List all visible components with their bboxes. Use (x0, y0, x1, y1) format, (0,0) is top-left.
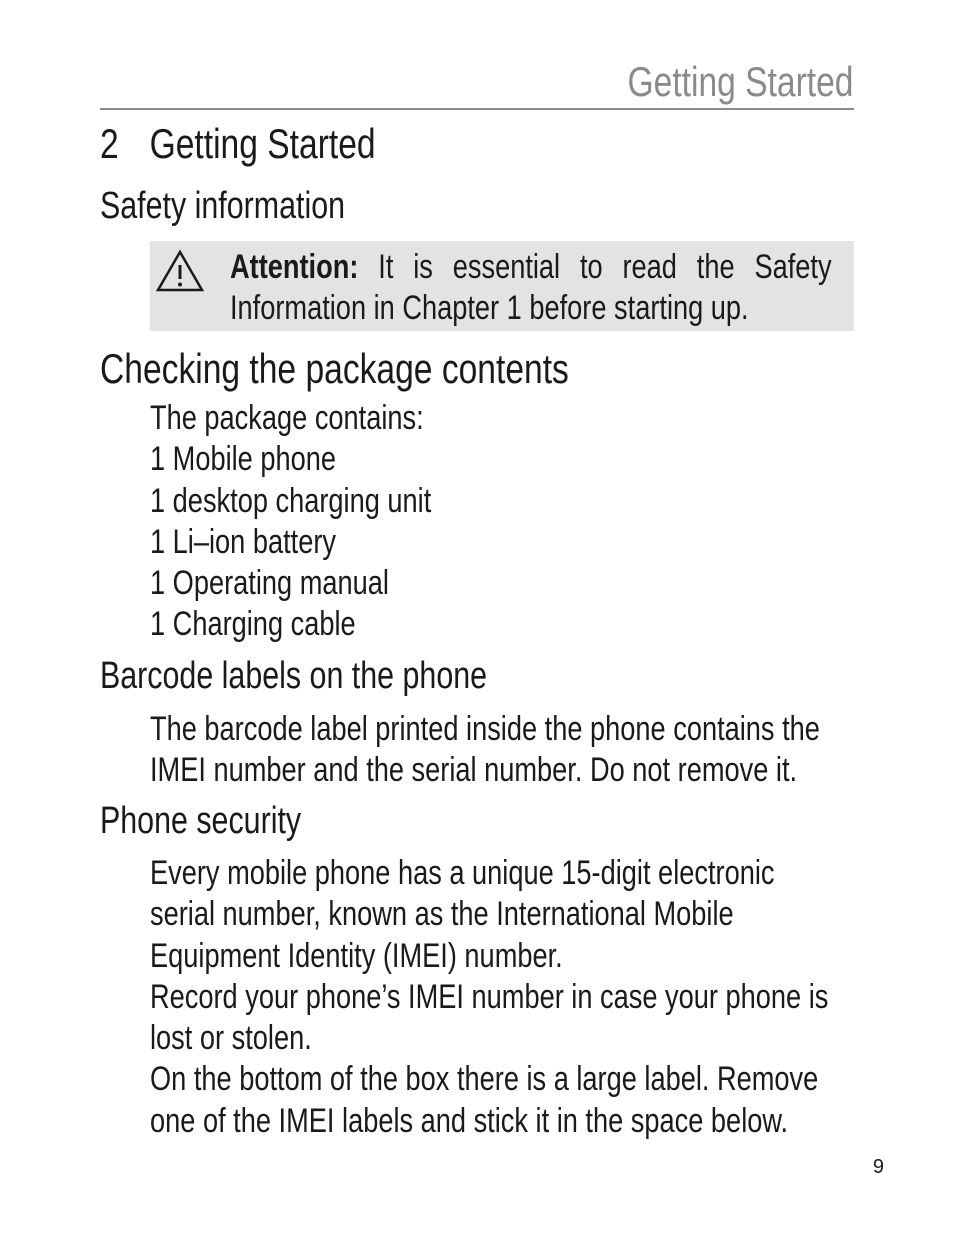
safety-heading: Safety information (100, 185, 346, 227)
security-paragraph (150, 853, 828, 1142)
page-number: 9 (872, 1156, 884, 1178)
header-rule (100, 108, 854, 110)
attention-word: to (579, 248, 603, 286)
package-item: 1 desktop charging unit (150, 481, 432, 520)
attention-word: the (696, 248, 735, 286)
package-item: 1 Mobile phone (150, 440, 337, 479)
attention-word: It (378, 248, 394, 286)
security-line: lost or stolen. (150, 1019, 312, 1058)
security-line: one of the IMEI labels and stick it in the space below. (150, 1101, 789, 1140)
package-list (150, 439, 431, 645)
chapter-title (100, 120, 445, 168)
package-heading: Checking the package contents (100, 345, 569, 392)
barcode-line: The barcode label printed inside the phone contains the (150, 710, 820, 748)
security-line: Record your phone’s IMEI number in case your phone is (150, 977, 829, 1016)
package-item: 1 Operating manual (150, 564, 389, 603)
attention-label: Attention: (230, 248, 359, 286)
attention-line-1 (230, 247, 832, 288)
security-line: Every mobile phone has a unique 15-digit electronic (150, 854, 775, 892)
attention-text (230, 247, 832, 329)
attention-word: essential (452, 248, 561, 286)
attention-notice (150, 241, 854, 331)
warning-triangle-icon (156, 249, 204, 293)
security-line: Equipment Identity (IMEI) number. (150, 936, 563, 975)
package-intro: The package contains: (150, 399, 424, 437)
chapter-number: 2 (100, 120, 119, 167)
security-heading: Phone security (100, 800, 302, 842)
barcode-paragraph (150, 709, 820, 792)
chapter-title-text: Getting Started (149, 120, 376, 167)
package-contents (150, 398, 431, 646)
barcode-line: IMEI number and the serial number. Do not remove it. (150, 751, 798, 790)
attention-word: Safety (754, 248, 832, 286)
attention-word: read (622, 248, 677, 286)
package-item: 1 Li–ion battery (150, 522, 336, 561)
barcode-heading: Barcode labels on the phone (100, 655, 488, 697)
attention-line-2: Information in Chapter 1 before starting up. (230, 289, 749, 327)
package-item: 1 Charging cable (150, 605, 356, 644)
security-line: On the bottom of the box there is a large label. Remove (150, 1060, 819, 1099)
attention-word: is (413, 248, 433, 286)
security-line: serial number, known as the International Mobile (150, 895, 734, 934)
running-header-title: Getting Started (627, 58, 853, 105)
